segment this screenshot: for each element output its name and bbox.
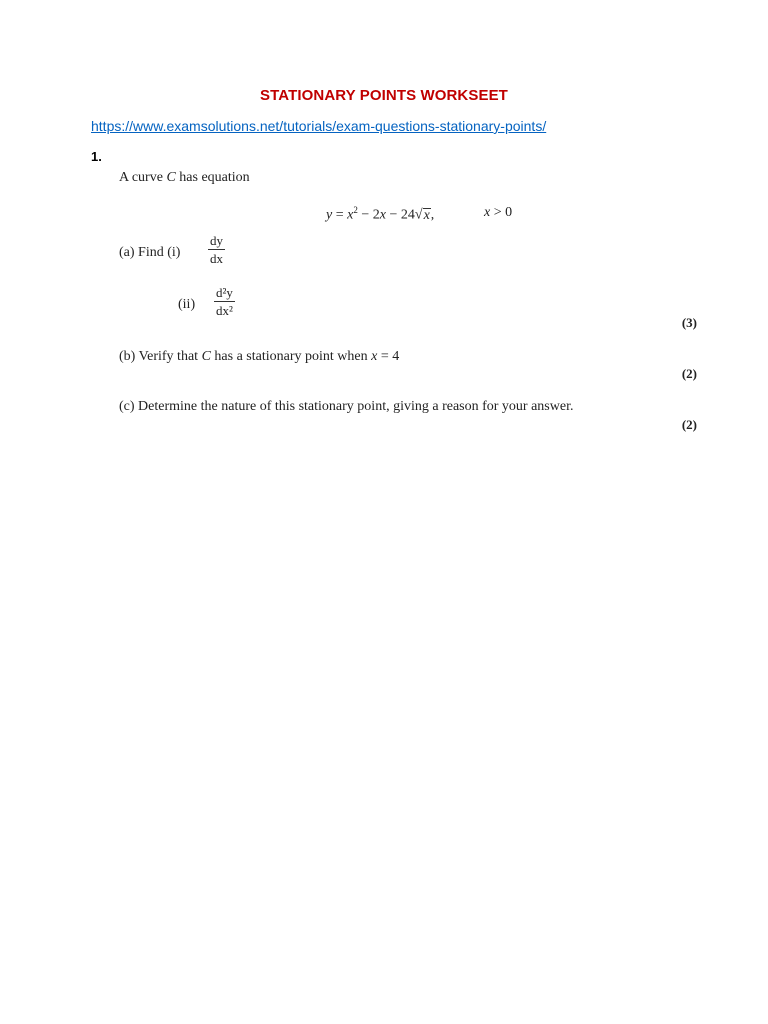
frac1-numerator: dy [210,233,223,248]
eq-lhs: y [326,207,333,223]
eq-equals: = [332,207,348,223]
part-c-text: (c) Determine the nature of this stationary point, giving a reason for your answer. [119,399,574,414]
curve-equation [326,205,434,224]
question-intro [119,170,250,186]
eq-x-3: x [423,207,430,223]
eq-x-2: x [379,207,386,223]
question-number: 1. [91,149,102,164]
part-b-var: x [371,349,378,364]
condition-text: > 0 [490,205,513,220]
eq-x: x [347,207,354,223]
frac1-denominator: dx [210,251,223,266]
eq-minus-2: − 2 [357,207,380,223]
part-a-label: (a) Find (i) [119,245,181,260]
frac1-bar [208,249,225,250]
first-derivative-fraction [208,233,225,266]
page-title: STATIONARY POINTS WORKSEET [260,87,508,104]
frac2-bar [214,301,235,302]
part-a-marks: (3) [681,315,697,330]
eq-minus-24-root: − 24√ [385,207,423,223]
eq-period: , [430,207,435,223]
part-b-curve: C [201,349,211,364]
eq-square: 2 [353,205,358,215]
part-b-mid: has a stationary point when [210,349,372,364]
frac2-denominator: dx² [216,303,233,318]
part-b-marks: (2) [681,366,697,381]
intro-prefix: A curve [119,170,167,185]
part-b-prefix: (b) Verify that [119,349,202,364]
condition-x: x [484,205,491,220]
curve-name: C [166,170,176,185]
part-b-suffix: = 4 [377,349,400,364]
part-a-ii-label: (ii) [178,297,196,312]
source-link[interactable]: https://www.examsolutions.net/tutorials/exam-questions-stationary-points/ [91,118,547,134]
equation-condition [484,205,512,221]
frac2-numerator: d²y [216,285,233,300]
part-b-text [119,349,399,365]
part-c-marks: (2) [681,417,697,432]
second-derivative-fraction [214,285,235,318]
intro-suffix: has equation [175,170,250,185]
